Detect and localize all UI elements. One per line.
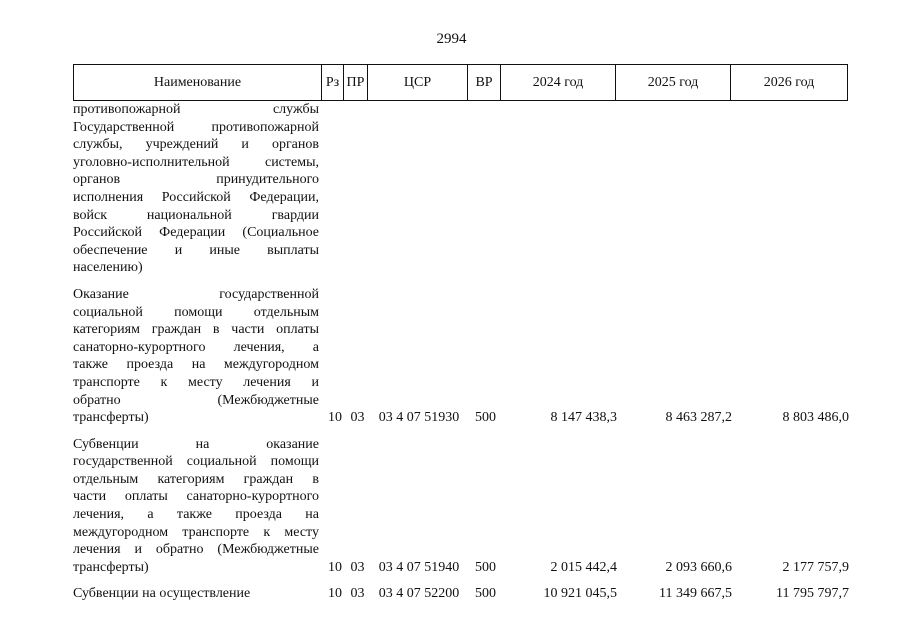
cell-rz: 10 xyxy=(328,586,342,602)
cell-pr: 03 xyxy=(350,586,365,602)
row-name-line: государственной социальной помощи xyxy=(73,454,319,470)
header-name: Наименование xyxy=(74,65,322,101)
header-vr: ВР xyxy=(468,65,501,101)
row-gap xyxy=(73,277,853,286)
cell-2024: 2 015 442,4 xyxy=(550,559,617,575)
row-name-line: обеспечение и иные выплаты xyxy=(73,242,319,258)
row-name-line: социальной помощи отдельным xyxy=(73,304,319,320)
row-name-line: обратно (Межбюджетные xyxy=(73,392,319,408)
cell-pr: 03 xyxy=(350,410,365,426)
row-name-line: Российской Федерации (Социальное xyxy=(73,225,319,241)
row-name-line: отдельным категориям граждан в xyxy=(73,471,319,487)
table-row xyxy=(73,286,853,427)
header-rz: Рз xyxy=(322,65,344,101)
cell-2026: 11 795 797,7 xyxy=(776,586,849,602)
row-name-line: также проезда на междугородном xyxy=(73,357,319,373)
cell-2024: 8 147 438,3 xyxy=(550,410,617,426)
table-row xyxy=(73,585,853,603)
row-name-line: санаторно-курортного лечения, а xyxy=(73,339,319,355)
table-row xyxy=(73,101,853,277)
cell-csr: 03 4 07 51930 xyxy=(378,410,460,426)
row-name xyxy=(73,436,319,577)
cell-vr: 500 xyxy=(475,586,496,602)
row-name-line: трансферты) xyxy=(73,559,149,575)
cell-vr: 500 xyxy=(475,410,496,426)
row-name-line: органов принудительного xyxy=(73,172,319,188)
row-name-line: войск национальной гвардии xyxy=(73,207,319,223)
header-year-2025: 2025 год xyxy=(616,65,731,101)
row-name xyxy=(73,585,319,603)
row-name-line: транспорте к месту лечения и xyxy=(73,374,319,390)
cell-vr: 500 xyxy=(475,559,496,575)
row-name-line: лечения и обратно (Межбюджетные xyxy=(73,542,319,558)
header-year-2024: 2024 год xyxy=(501,65,616,101)
row-name-line: противопожарной службы xyxy=(73,102,319,117)
cell-2025: 8 463 287,2 xyxy=(665,410,732,426)
row-name-line: Субвенции на осуществление xyxy=(73,586,251,602)
cell-rz: 10 xyxy=(328,559,342,575)
row-name-line: междугородном транспорте к месту xyxy=(73,524,319,540)
page-number: 2994 xyxy=(436,31,467,47)
row-name-line: Оказание государственной xyxy=(73,286,319,302)
row-name-line: населению) xyxy=(73,260,143,276)
header-pr: ПР xyxy=(344,65,368,101)
table-body xyxy=(73,101,853,603)
header-csr: ЦСР xyxy=(368,65,468,101)
row-name-line: Государственной противопожарной xyxy=(73,119,319,135)
row-name-line: Субвенции на оказание xyxy=(73,436,319,452)
row-gap xyxy=(73,427,853,436)
row-name-line: трансферты) xyxy=(73,410,149,426)
row-name-line: службы, учреждений и органов xyxy=(73,137,319,153)
row-name xyxy=(73,286,319,427)
cell-csr: 03 4 07 52200 xyxy=(378,586,460,602)
cell-2026: 2 177 757,9 xyxy=(782,559,849,575)
cell-2025: 2 093 660,6 xyxy=(665,559,732,575)
cell-pr: 03 xyxy=(350,559,365,575)
table-header xyxy=(73,64,848,101)
cell-2026: 8 803 486,0 xyxy=(782,410,849,426)
row-name xyxy=(73,101,319,277)
table-row xyxy=(73,436,853,577)
cell-rz: 10 xyxy=(328,410,342,426)
cell-2024: 10 921 045,5 xyxy=(543,586,617,602)
row-name-line: уголовно-исполнительной системы, xyxy=(73,154,319,170)
cell-csr: 03 4 07 51940 xyxy=(378,559,460,575)
row-name-line: части оплаты санаторно-курортного xyxy=(73,489,319,505)
header-year-2026: 2026 год xyxy=(731,65,848,101)
row-gap xyxy=(73,576,853,585)
row-name-line: категориям граждан в части оплаты xyxy=(73,322,319,338)
row-name-line: лечения, а также проезда на xyxy=(73,507,319,523)
row-name-line: исполнения Российской Федерации, xyxy=(73,189,319,205)
cell-2025: 11 349 667,5 xyxy=(659,586,732,602)
